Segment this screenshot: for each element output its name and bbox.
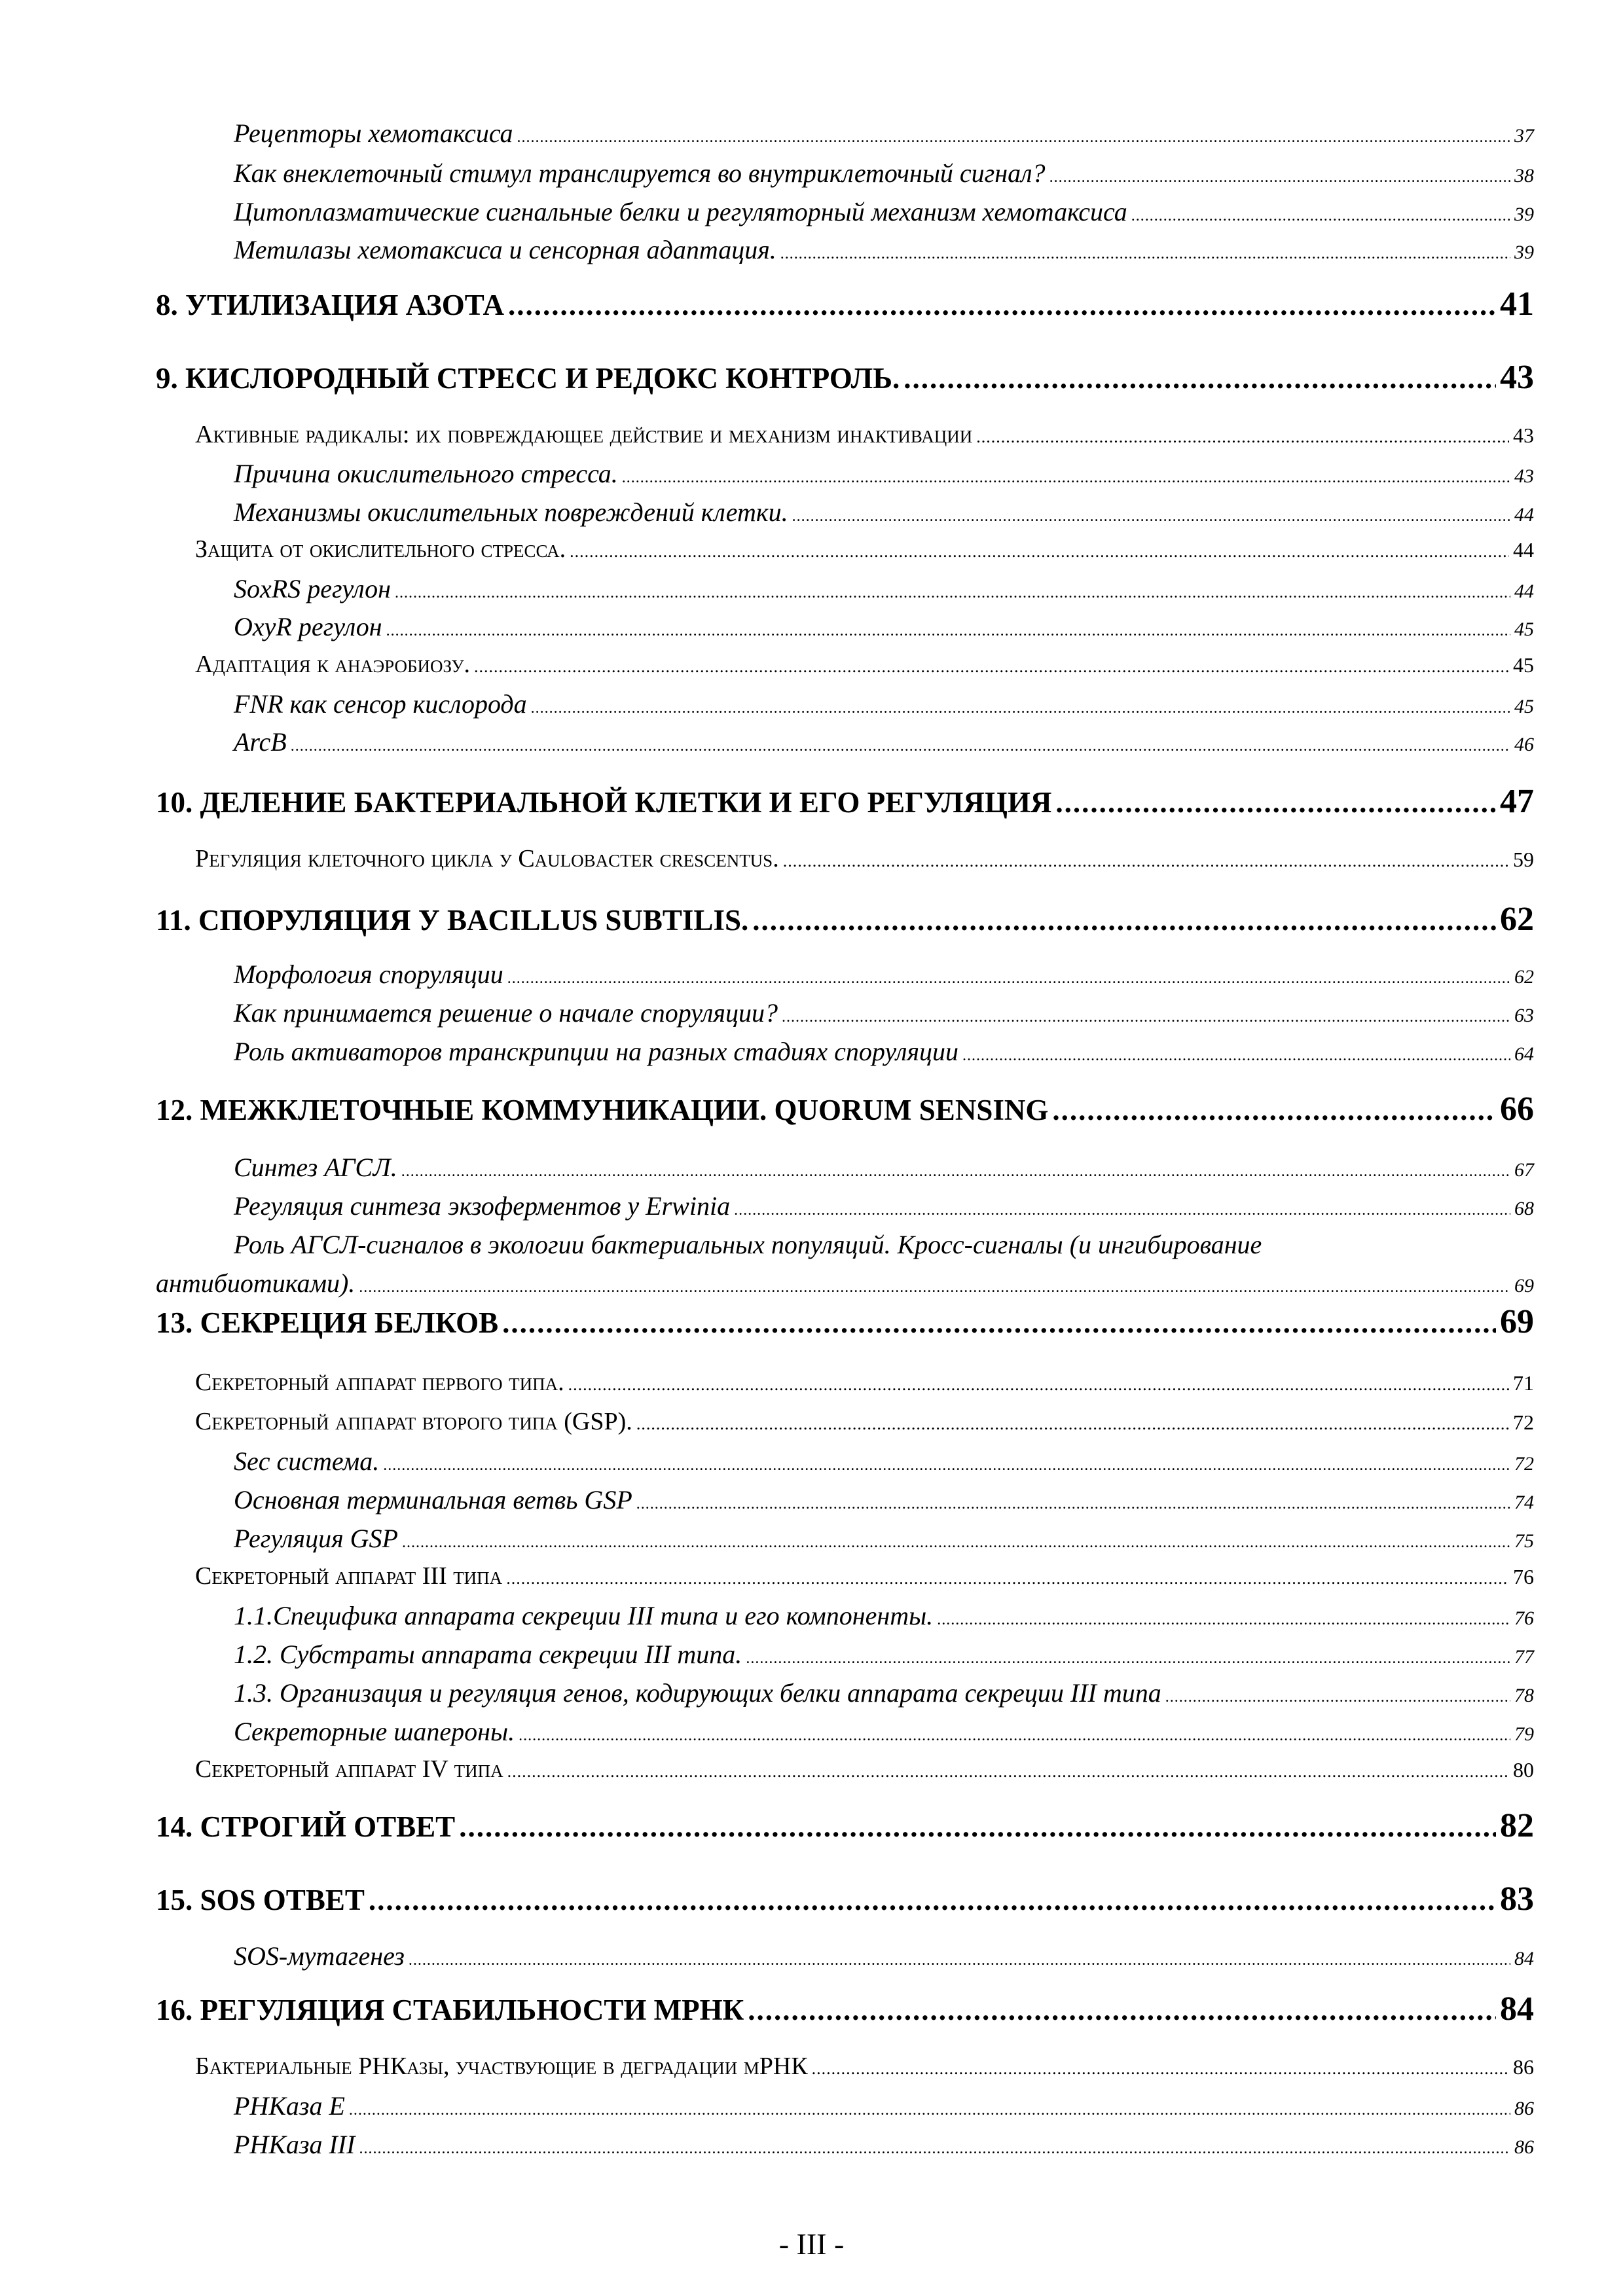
toc-subsection[interactable] — [234, 1523, 1534, 1554]
toc-page-number: 84 — [1514, 1948, 1534, 1969]
dot-leader — [748, 1993, 1496, 2027]
dot-leader — [291, 738, 1510, 755]
dot-leader — [780, 245, 1510, 263]
dot-leader — [937, 1611, 1510, 1629]
toc-chapter[interactable] — [156, 1302, 1534, 1341]
dot-leader — [812, 2059, 1509, 2079]
toc-entry-title: 1.1.Специфика аппарата секреции III типа и его компоненты. — [234, 1601, 934, 1630]
toc-section[interactable] — [195, 1407, 1534, 1436]
toc-subsection[interactable] — [234, 497, 1534, 528]
dot-leader — [349, 2102, 1510, 2119]
toc-entry-title: Секреторный аппарат первого типа. — [195, 1369, 564, 1396]
dot-leader — [636, 1496, 1510, 1513]
dot-leader — [359, 2140, 1510, 2158]
toc-chapter[interactable] — [156, 1806, 1534, 1845]
dot-leader — [1055, 785, 1496, 819]
dot-leader — [622, 469, 1510, 487]
dot-leader — [508, 288, 1496, 322]
toc-entry-title: Активные радикалы: их повреждающее действие и механизм инактивации — [195, 421, 973, 448]
toc-entry-title: SoxRS регулон — [234, 574, 391, 603]
dot-leader — [570, 542, 1509, 562]
toc-page-number: 84 — [1500, 1990, 1534, 2028]
toc-subsection[interactable] — [234, 118, 1534, 149]
dot-leader — [792, 508, 1510, 526]
toc-entry-title-line1: Роль АГСЛ-сигналов в экологии бактериальных популяций. Кросс-сигналы (и ингибирование — [234, 1230, 1262, 1259]
toc-page-number: 47 — [1500, 783, 1534, 820]
toc-page-number: 72 — [1513, 1410, 1534, 1434]
toc-page-number: 86 — [1514, 2098, 1534, 2119]
dot-leader — [734, 1202, 1510, 1219]
toc-entry-title: Защита от окислительного стресса. — [195, 535, 566, 563]
toc-subsection[interactable] — [234, 1152, 1534, 1183]
toc-chapter[interactable] — [156, 285, 1534, 323]
dot-leader — [409, 1952, 1510, 1969]
toc-entry-title: Регуляция GSP — [234, 1524, 398, 1553]
toc-page-number: 76 — [1514, 1607, 1534, 1629]
toc-section[interactable] — [195, 650, 1534, 679]
dot-leader — [752, 903, 1496, 937]
toc-subsection[interactable] — [234, 997, 1534, 1028]
toc-subsection[interactable] — [234, 2090, 1534, 2121]
toc-page-number: 41 — [1500, 285, 1534, 323]
toc-entry-title: Синтез АГСЛ. — [234, 1153, 397, 1182]
toc-entry-title: Sec система. — [234, 1446, 380, 1476]
toc-page-number: 69 — [1500, 1303, 1534, 1340]
toc-entry-title: SOS-мутагенез — [234, 1941, 405, 1971]
dot-leader — [782, 1009, 1510, 1026]
toc-subsection[interactable] — [234, 458, 1534, 489]
toc-page-number: 78 — [1514, 1685, 1534, 1706]
toc-entry-title: Адаптация к анаэробиозу. — [195, 651, 470, 678]
dot-leader — [903, 361, 1496, 395]
toc-subsection[interactable] — [234, 158, 1534, 188]
toc-page-number: 39 — [1514, 204, 1534, 225]
toc-entry-title: 16. РЕГУЛЯЦИЯ СТАБИЛЬНОСТИ МРНК — [156, 1994, 744, 2026]
toc-page-number: 62 — [1500, 901, 1534, 938]
toc-section[interactable] — [195, 1562, 1534, 1590]
toc-page-number: 37 — [1514, 125, 1534, 147]
toc-subsection[interactable] — [234, 196, 1534, 227]
toc-subsection[interactable] — [234, 1446, 1534, 1477]
toc-page-number: 72 — [1514, 1453, 1534, 1475]
toc-subsection[interactable] — [234, 1677, 1534, 1708]
toc-entry-title: 1.2. Субстраты аппарата секреции III типа. — [234, 1640, 742, 1669]
toc-page-number: 44 — [1513, 538, 1534, 562]
toc-section[interactable] — [195, 844, 1534, 873]
dot-leader — [1052, 1093, 1496, 1127]
toc-subsection[interactable] — [234, 726, 1534, 757]
toc-entry-title: 9. КИСЛОРОДНЫЙ СТРЕСС И РЕДОКС КОНТРОЛЬ. — [156, 362, 900, 395]
toc-entry-title: Метилазы хемотаксиса и сенсорная адаптация. — [234, 235, 776, 264]
toc-entry-title-line2: антибиотиками). — [156, 1268, 356, 1298]
toc-entry-title: Регуляция синтеза экзоферментов у Erwinia — [234, 1191, 731, 1221]
toc-entry-title: 12. МЕЖКЛЕТОЧНЫЕ КОММУНИКАЦИИ. QUORUM SENSING — [156, 1094, 1049, 1126]
dot-leader — [636, 1414, 1509, 1434]
toc-entry-title: FNR как сенсор кислорода — [234, 689, 527, 719]
dot-leader — [402, 1534, 1510, 1552]
toc-subsection[interactable] — [234, 573, 1534, 604]
toc-page-number: 64 — [1514, 1043, 1534, 1065]
toc-page-number: 77 — [1514, 1646, 1534, 1668]
toc-page-number: 39 — [1514, 242, 1534, 263]
toc-subsection[interactable] — [234, 959, 1534, 990]
toc-entry-title: Секреторный аппарат IV типа — [195, 1755, 503, 1783]
toc-page-number: 74 — [1514, 1492, 1534, 1513]
toc-page-number: 79 — [1514, 1723, 1534, 1745]
dot-leader — [783, 852, 1509, 871]
dot-leader — [1049, 169, 1510, 187]
dot-leader — [568, 1375, 1509, 1395]
dot-leader — [502, 1306, 1496, 1340]
toc-chapter[interactable] — [156, 782, 1534, 821]
toc-subsection[interactable] — [234, 234, 1534, 265]
dot-leader — [369, 1883, 1496, 1917]
toc-page-number: 43 — [1513, 423, 1534, 447]
toc-section[interactable] — [195, 1368, 1534, 1397]
toc-page-number: 62 — [1514, 966, 1534, 988]
toc-subsection[interactable] — [234, 1941, 1534, 1971]
dot-leader — [1131, 207, 1510, 225]
toc-chapter[interactable] — [156, 1090, 1534, 1128]
toc-subsection[interactable] — [234, 1639, 1534, 1670]
toc-entry-title: 8. УТИЛИЗАЦИЯ АЗОТА — [156, 289, 504, 321]
toc-chapter[interactable] — [156, 900, 1534, 939]
toc-subsection[interactable] — [234, 1036, 1534, 1067]
toc-subsection[interactable] — [234, 1484, 1534, 1515]
toc-entry-title: Цитоплазматические сигнальные белки и регуляторный механизм хемотаксиса — [234, 197, 1127, 226]
page-number: - III - — [778, 2227, 845, 2261]
toc-entry-title: 13. СЕКРЕЦИЯ БЕЛКОВ — [156, 1306, 499, 1339]
toc-chapter[interactable] — [156, 1990, 1534, 2028]
dot-leader — [1165, 1689, 1510, 1706]
toc-chapter[interactable] — [156, 1880, 1534, 1918]
dot-leader — [507, 1762, 1509, 1782]
dot-leader — [531, 700, 1510, 717]
toc-entry-title: РНКаза III — [234, 2130, 356, 2159]
toc-entry-title: Как принимается решение о начале споруляции? — [234, 998, 778, 1028]
dot-leader — [359, 1279, 1510, 1297]
dot-leader — [386, 622, 1510, 640]
toc-page-number: 76 — [1513, 1565, 1534, 1588]
toc-page-number: 83 — [1500, 1880, 1534, 1918]
toc-entry-title: Бактериальные РНКазы, участвующие в деградации мРНК — [195, 2053, 808, 2080]
toc-entry-title: Секреторный аппарат III типа — [195, 1562, 503, 1590]
toc-page-number: 38 — [1514, 165, 1534, 187]
toc-subsection[interactable] — [234, 1716, 1534, 1747]
dot-leader — [746, 1650, 1510, 1668]
toc-chapter[interactable] — [156, 358, 1534, 397]
toc-page-number: 80 — [1513, 1758, 1534, 1782]
toc-page-number: 68 — [1514, 1198, 1534, 1219]
toc-entry-title: 10. ДЕЛЕНИЕ БАКТЕРИАЛЬНОЙ КЛЕТКИ И ЕГО РЕГУЛЯЦИЯ — [156, 786, 1052, 819]
toc-page-number: 71 — [1513, 1371, 1534, 1395]
toc-entry-title: Основная терминальная ветвь GSP — [234, 1485, 632, 1515]
toc-entry[interactable] — [156, 1268, 1534, 1299]
toc-entry-title: 14. СТРОГИЙ ОТВЕТ — [156, 1810, 456, 1843]
toc-entry-title: 1.3. Организация и регуляция генов, кодирующих белки аппарата секреции III типа — [234, 1678, 1161, 1708]
toc-entry-title: Секреторные шапероны. — [234, 1717, 515, 1746]
dot-leader — [506, 1569, 1509, 1588]
toc-page-number: 86 — [1514, 2136, 1534, 2158]
toc-entry-title: Регуляция клеточного цикла у Caulobacter crescentus. — [195, 845, 779, 872]
toc-entry-title: РНКаза E — [234, 2091, 345, 2121]
toc-page-number: 59 — [1513, 848, 1534, 871]
toc-subsection[interactable] — [234, 1600, 1534, 1631]
toc-section[interactable] — [195, 535, 1534, 564]
toc-page-number: 43 — [1514, 465, 1534, 487]
toc-page-number: 66 — [1500, 1090, 1534, 1128]
toc-page-number: 43 — [1500, 359, 1534, 396]
dot-leader — [474, 657, 1509, 677]
toc-entry-title: Причина окислительного стресса. — [234, 459, 618, 488]
toc-section[interactable] — [195, 2052, 1534, 2081]
dot-leader — [401, 1163, 1510, 1181]
toc-section[interactable] — [195, 420, 1534, 449]
toc-entry-title: 11. СПОРУЛЯЦИЯ У BACILLUS SUBTILIS. — [156, 904, 749, 937]
toc-page-number: 45 — [1514, 696, 1534, 717]
toc-subsection[interactable] — [234, 611, 1534, 642]
toc-page-number: 46 — [1514, 734, 1534, 755]
toc-page-number: 82 — [1500, 1807, 1534, 1844]
toc-page-number: 67 — [1514, 1159, 1534, 1181]
dot-leader — [962, 1047, 1510, 1065]
toc-entry-title: 15. SOS ОТВЕТ — [156, 1884, 365, 1916]
dot-leader — [459, 1810, 1496, 1844]
dot-leader — [517, 129, 1510, 147]
toc-page-number: 44 — [1514, 504, 1534, 526]
toc-page-number: 69 — [1514, 1275, 1534, 1297]
toc-page-number: 45 — [1513, 653, 1534, 677]
dot-leader — [507, 970, 1510, 988]
toc-entry-title: Механизмы окислительных повреждений клетки. — [234, 497, 788, 527]
toc-page-number: 75 — [1514, 1530, 1534, 1552]
dot-leader — [383, 1457, 1510, 1475]
toc-entry-title: Роль активаторов транскрипции на разных стадиях споруляции — [234, 1037, 959, 1066]
toc-page-number: 45 — [1514, 619, 1534, 640]
toc-section[interactable] — [195, 1755, 1534, 1784]
dot-leader — [976, 427, 1509, 447]
toc-entry-title: Секреторный аппарат второго типа (GSP). — [195, 1408, 632, 1435]
toc-entry-title: Как внеклеточный стимул транслируется во внутриклеточный сигнал? — [234, 158, 1046, 188]
toc-entry-title: Рецепторы хемотаксиса — [234, 118, 513, 148]
toc-entry-title: ArcB — [234, 727, 287, 757]
dot-leader — [395, 584, 1510, 602]
toc-subsection[interactable] — [234, 1191, 1534, 1221]
toc-subsection[interactable] — [234, 689, 1534, 719]
toc-page-number: 63 — [1514, 1005, 1534, 1026]
toc-page-number: 44 — [1514, 581, 1534, 602]
dot-leader — [519, 1727, 1510, 1745]
toc-entry-title: OxyR регулон — [234, 612, 382, 641]
toc-subsection[interactable] — [234, 2129, 1534, 2160]
toc-entry-title: Морфология споруляции — [234, 960, 503, 989]
toc-page-number: 86 — [1513, 2055, 1534, 2079]
